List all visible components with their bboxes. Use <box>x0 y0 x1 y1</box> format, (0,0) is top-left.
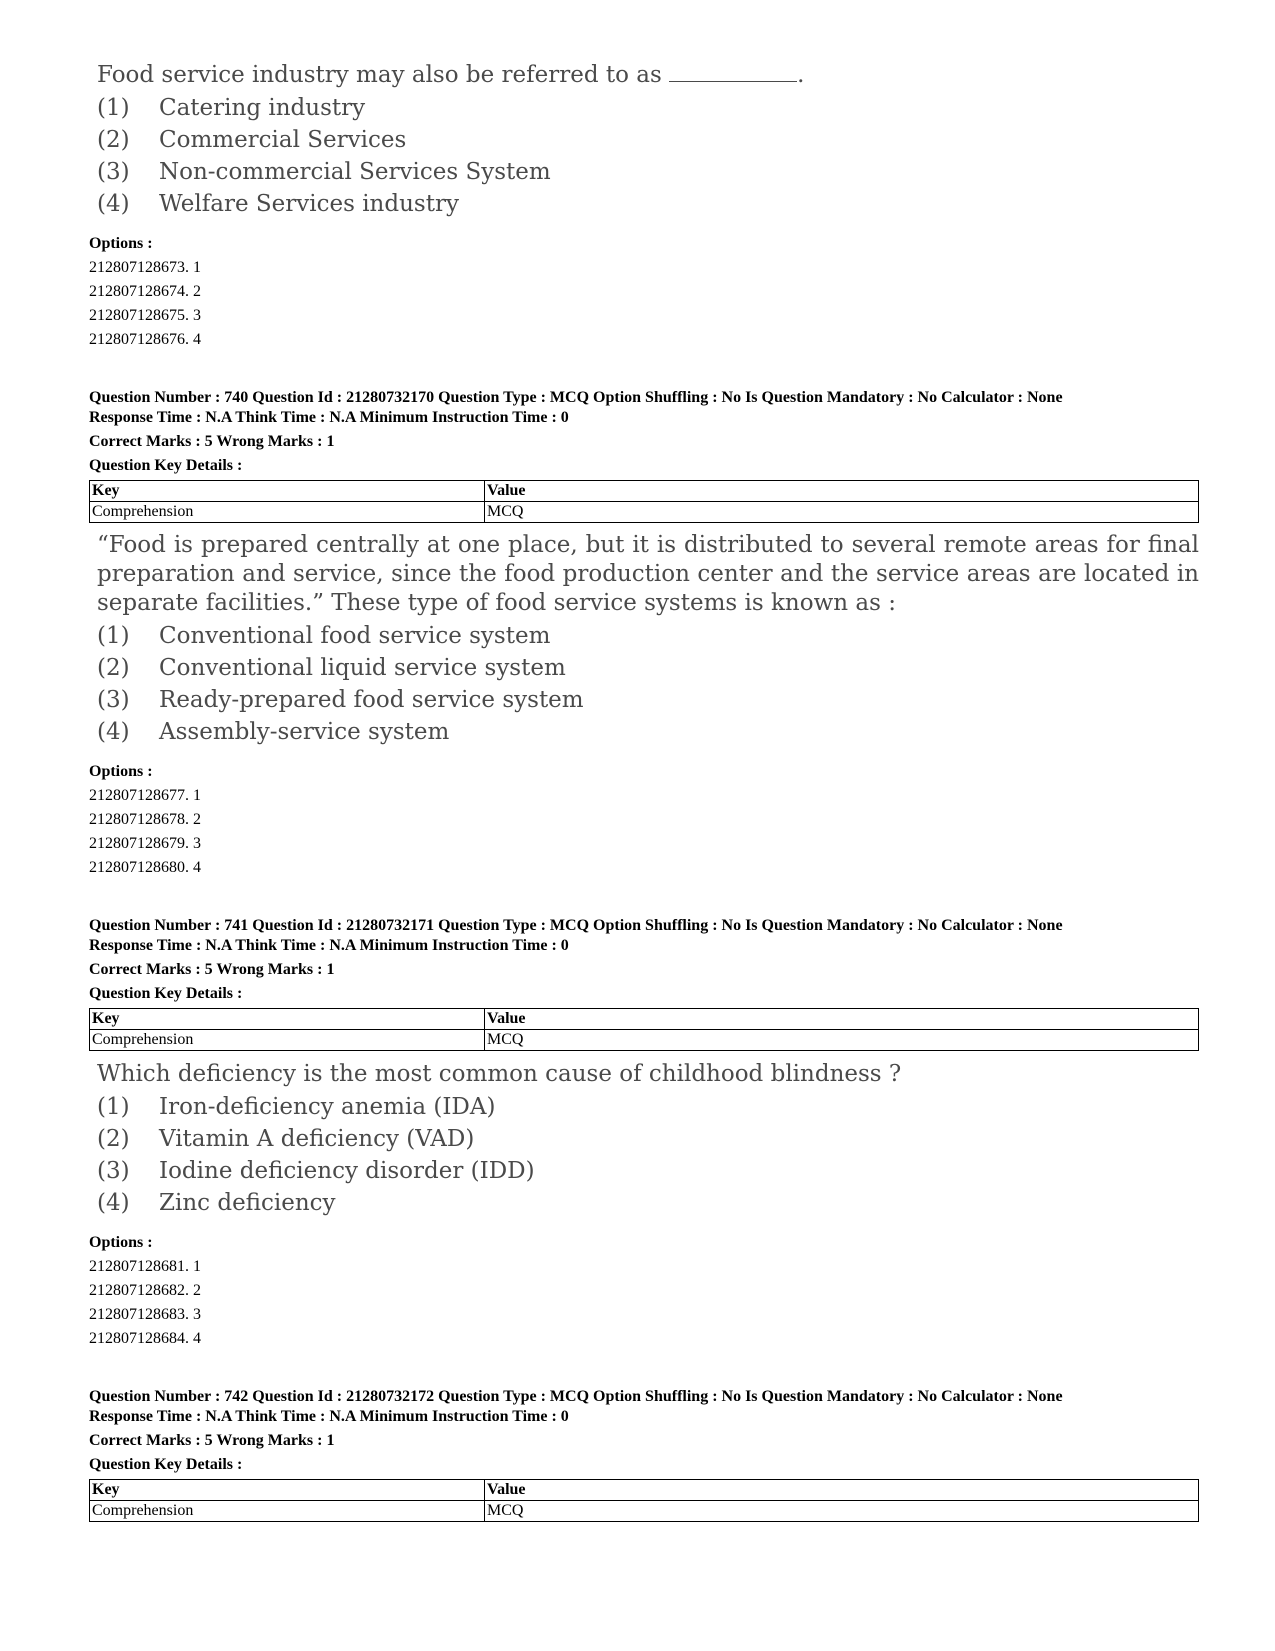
value-header: Value <box>485 1009 1199 1030</box>
question-740 <box>89 388 1199 880</box>
value-cell: MCQ <box>485 1030 1199 1051</box>
option-id: 212807128674. 2 <box>89 283 201 300</box>
key-cell: Comprehension <box>90 1501 485 1522</box>
question-741-option-2: (2) Vitamin A deficiency (VAD) <box>97 1126 475 1152</box>
question-marks-line: Correct Marks : 5 Wrong Marks : 1 <box>89 433 335 450</box>
value-header: Value <box>485 1480 1199 1501</box>
question-key-details-label: Question Key Details : <box>89 1456 243 1473</box>
question-740-option-2: (2) Conventional liquid service system <box>97 655 566 681</box>
question-740-image <box>89 531 1199 748</box>
key-cell: Comprehension <box>90 1030 485 1051</box>
question-740-option-1: (1) Conventional food service system <box>97 623 551 649</box>
option-id: 212807128681. 1 <box>89 1258 201 1275</box>
option-id: 212807128676. 4 <box>89 331 201 348</box>
options-label: Options : <box>89 235 153 252</box>
value-header: Value <box>485 481 1199 502</box>
value-cell: MCQ <box>485 502 1199 523</box>
question-740-option-3: (3) Ready-prepared food service system <box>97 687 584 713</box>
question-741-key-table <box>89 1008 1199 1051</box>
question-timing-line: Response Time : N.A Think Time : N.A Minimum Instruction Time : 0 <box>89 937 569 954</box>
question-741-option-1: (1) Iron-deficiency anemia (IDA) <box>97 1094 496 1120</box>
question-key-details-label: Question Key Details : <box>89 457 243 474</box>
key-header: Key <box>90 481 485 502</box>
question-meta-line: Question Number : 742 Question Id : 21280732172 Question Type : MCQ Option Shuffling : No Is Question Mandatory : No Calculator : None <box>89 1388 1063 1405</box>
question-741-meta <box>89 916 1199 1004</box>
options-label: Options : <box>89 763 153 780</box>
question-741-stem: Which deficiency is the most common cause of childhood blindness ? <box>97 1061 902 1087</box>
question-marks-line: Correct Marks : 5 Wrong Marks : 1 <box>89 1432 335 1449</box>
option-id: 212807128678. 2 <box>89 811 201 828</box>
question-740-options-list <box>89 760 1199 880</box>
document-page <box>89 60 1199 1522</box>
question-meta-line: Question Number : 740 Question Id : 21280732170 Question Type : MCQ Option Shuffling : No Is Question Mandatory : No Calculator : None <box>89 389 1063 406</box>
question-740-meta <box>89 388 1199 476</box>
option-id: 212807128684. 4 <box>89 1330 201 1347</box>
question-742-key-table <box>89 1479 1199 1522</box>
question-739-image <box>89 60 1199 220</box>
option-id: 212807128683. 3 <box>89 1306 201 1323</box>
question-742-meta <box>89 1387 1199 1475</box>
question-739-option-2: (2) Commercial Services <box>97 127 407 153</box>
question-meta-line: Question Number : 741 Question Id : 21280732171 Question Type : MCQ Option Shuffling : No Is Question Mandatory : No Calculator : None <box>89 917 1063 934</box>
value-cell: MCQ <box>485 1501 1199 1522</box>
question-741-option-4: (4) Zinc deficiency <box>97 1190 336 1216</box>
question-739-options-list <box>89 232 1199 352</box>
question-739-option-1: (1) Catering industry <box>97 95 366 121</box>
option-id: 212807128682. 2 <box>89 1282 201 1299</box>
answer-blank <box>669 63 797 82</box>
key-header: Key <box>90 1480 485 1501</box>
question-741-options-list <box>89 1231 1199 1351</box>
question-marks-line: Correct Marks : 5 Wrong Marks : 1 <box>89 961 335 978</box>
option-id: 212807128677. 1 <box>89 787 201 804</box>
question-timing-line: Response Time : N.A Think Time : N.A Minimum Instruction Time : 0 <box>89 1408 569 1425</box>
question-key-details-label: Question Key Details : <box>89 985 243 1002</box>
key-header: Key <box>90 1009 485 1030</box>
question-740-key-table <box>89 480 1199 523</box>
question-741-image <box>89 1059 1199 1219</box>
question-740-option-4: (4) Assembly-service system <box>97 719 450 745</box>
question-741 <box>89 916 1199 1351</box>
question-742 <box>89 1387 1199 1522</box>
key-cell: Comprehension <box>90 502 485 523</box>
option-id: 212807128679. 3 <box>89 835 201 852</box>
question-741-option-3: (3) Iodine deficiency disorder (IDD) <box>97 1158 535 1184</box>
question-739-option-4: (4) Welfare Services industry <box>97 191 459 217</box>
question-740-stem: “Food is prepared centrally at one place, but it is distributed to several remote areas for final preparation and service, since the food production center and the service areas are located in separate facilities.” These type of food service systems is known as : <box>97 532 1199 616</box>
option-id: 212807128673. 1 <box>89 259 201 276</box>
question-timing-line: Response Time : N.A Think Time : N.A Minimum Instruction Time : 0 <box>89 409 569 426</box>
option-id: 212807128675. 3 <box>89 307 201 324</box>
question-739-option-3: (3) Non-commercial Services System <box>97 159 551 185</box>
question-739-stem: Food service industry may also be referred to as . <box>97 62 805 88</box>
options-label: Options : <box>89 1234 153 1251</box>
option-id: 212807128680. 4 <box>89 859 201 876</box>
